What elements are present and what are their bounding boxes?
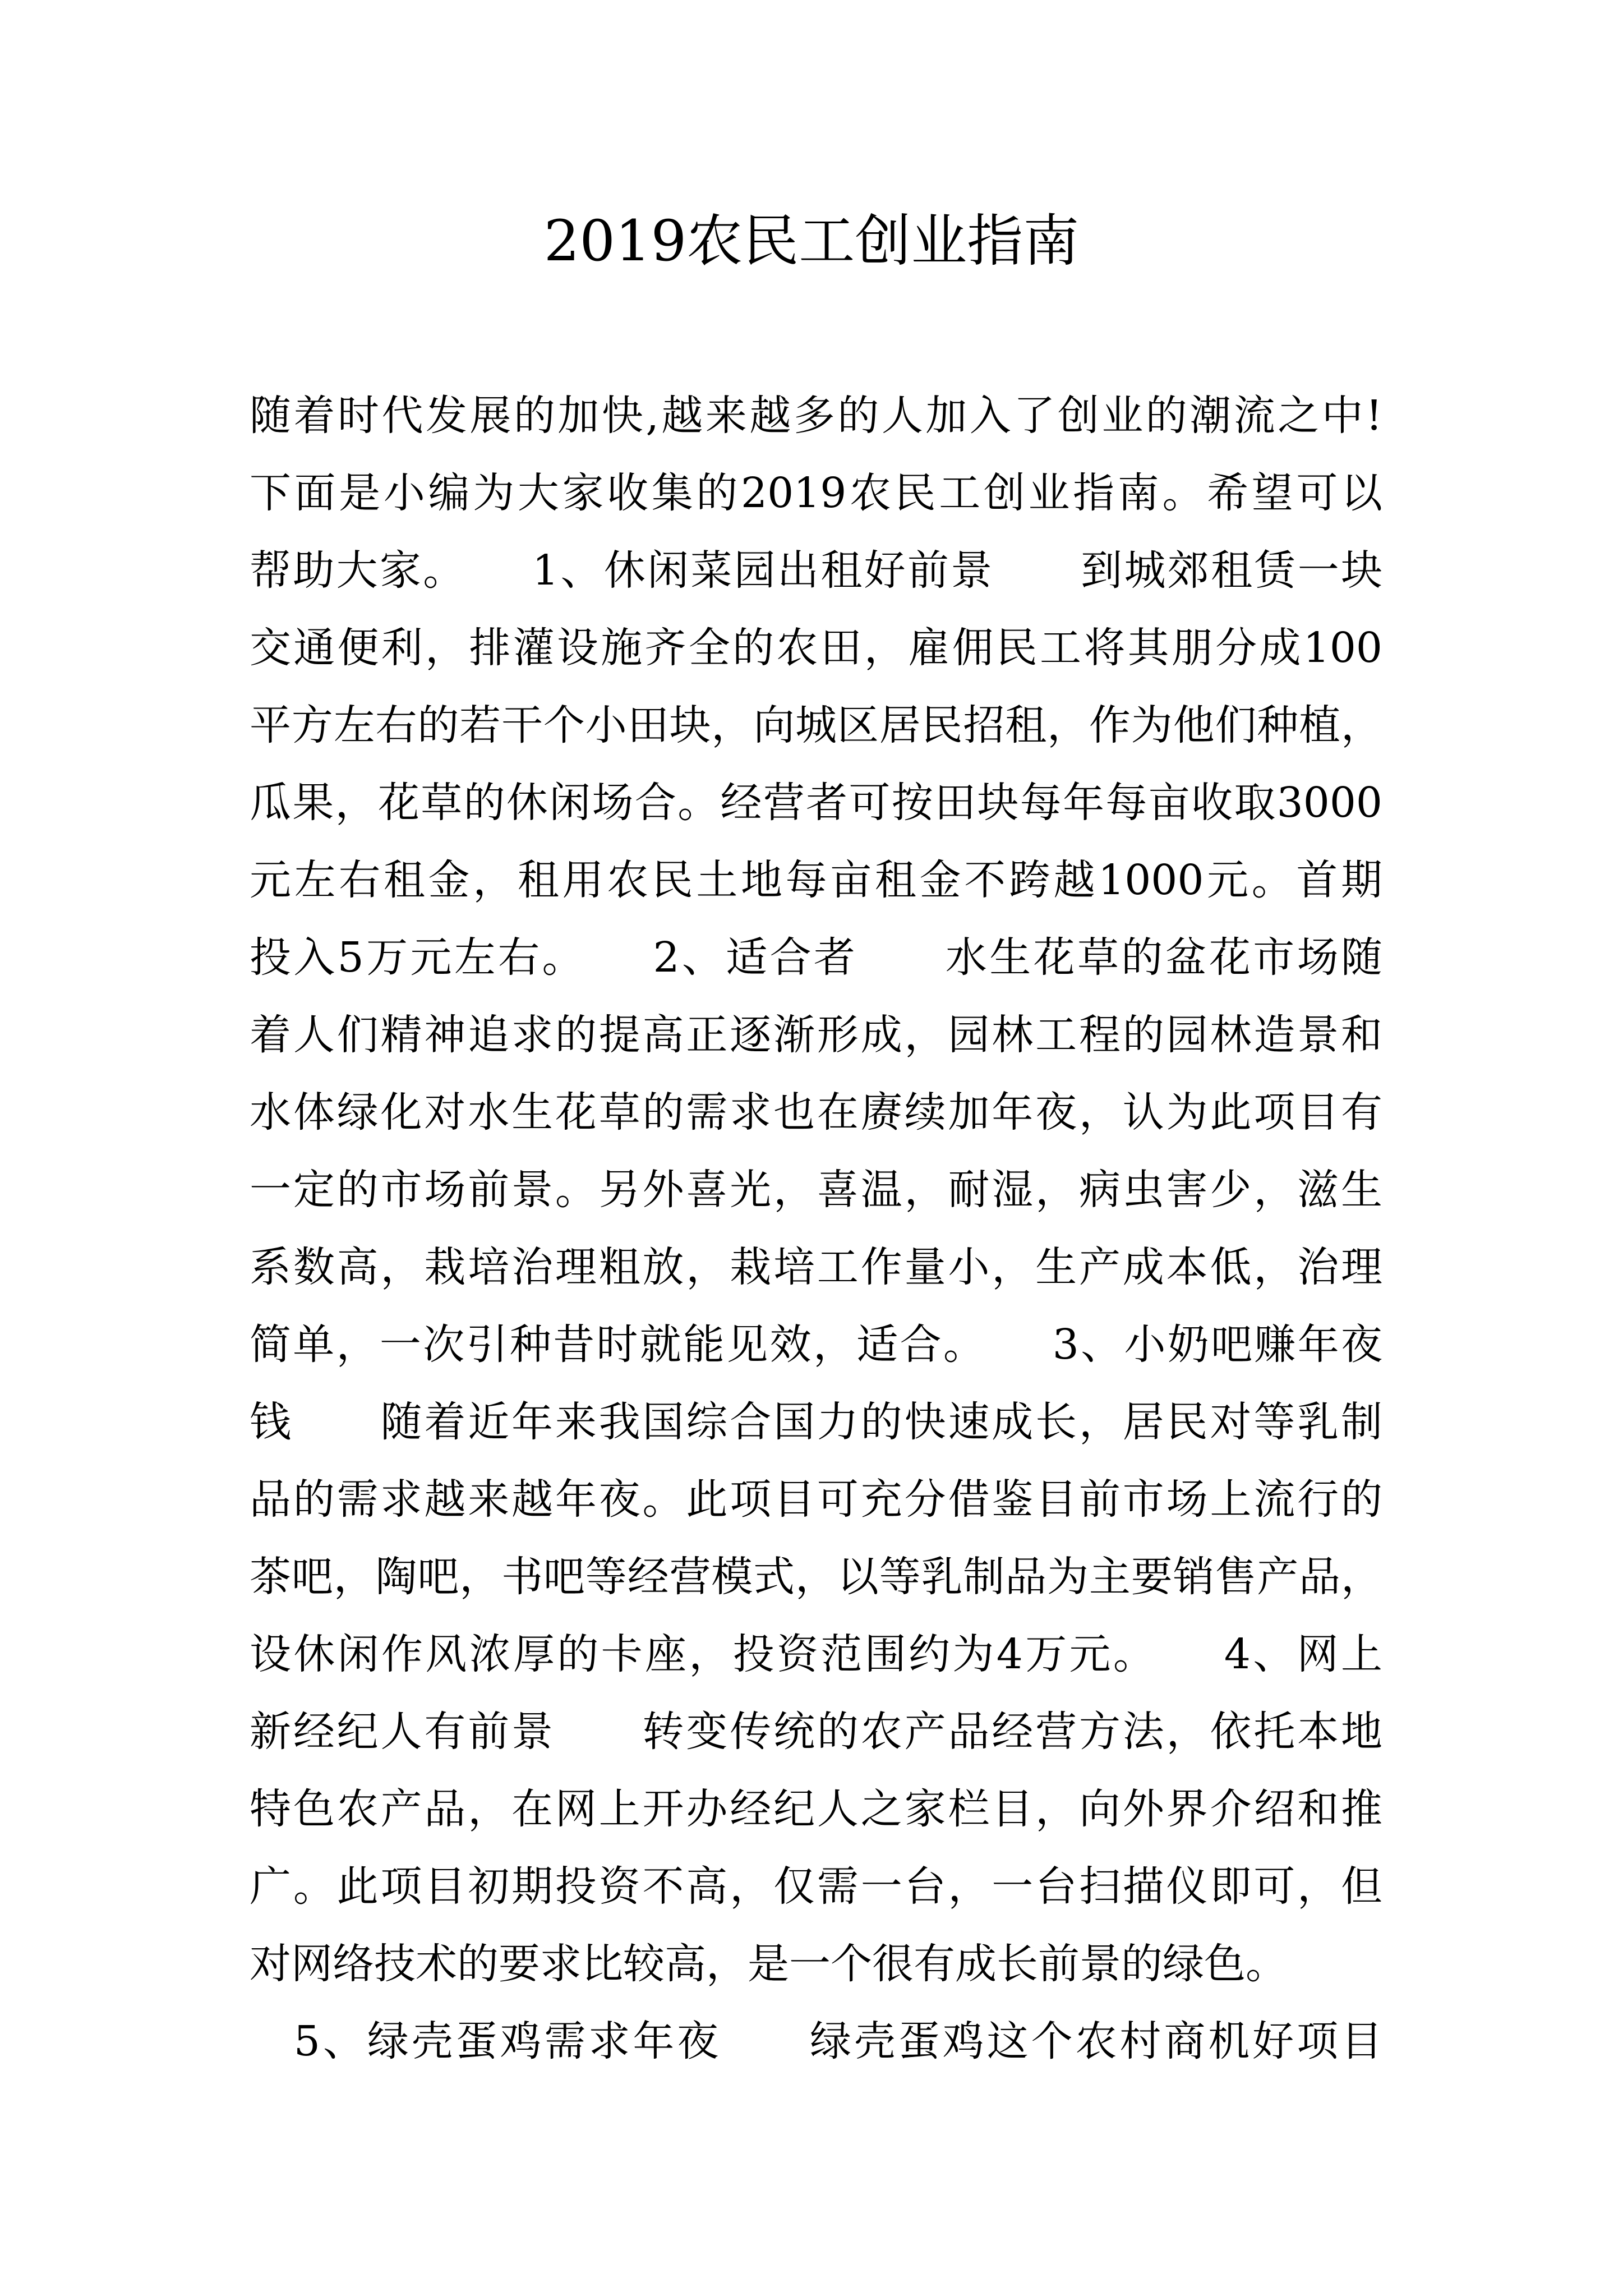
body-line: 平方左右的若干个小田块，向城区居民招租，作为他们种植，: [250, 701, 1382, 749]
body-line: 下面是小编为大家收集的2019农民工创业指南。希望可以: [250, 469, 1382, 517]
body-line: 水体绿化对水生花草的需求也在赓续加年夜，认为此项目有: [250, 1088, 1382, 1137]
body-line: 交通便利，排灌设施齐全的农田，雇佣民工将其朋分成100: [250, 624, 1382, 672]
body-line: 新经纪人有前景 转变传统的农产品经营方法，依托本地: [250, 1708, 1382, 1756]
body-line: 元左右租金，租用农民土地每亩租金不跨越1000元。首期: [250, 856, 1382, 904]
body-line: 系数高，栽培治理粗放，栽培工作量小，生产成本低，治理: [250, 1243, 1382, 1291]
body-line: 瓜果，花草的休闲场合。经营者可按田块每年每亩收取3000: [250, 779, 1382, 827]
document-title: 2019农民工创业指南: [543, 208, 1080, 274]
body-line: 品的需求越来越年夜。此项目可充分借鉴目前市场上流行的: [250, 1475, 1382, 1524]
body-line: 着人们精神追求的提高正逐渐形成，园林工程的园林造景和: [250, 1011, 1382, 1059]
body-line: 茶吧，陶吧，书吧等经营模式，以等乳制品为主要销售产品，: [250, 1553, 1382, 1601]
body-line: 设休闲作风浓厚的卡座，投资范围约为4万元。 4、网上: [250, 1630, 1382, 1678]
body-line: 投入5万元左右。 2、适合者 水生花草的盆花市场随: [250, 933, 1382, 982]
body-line: 随着时代发展的加快,越来越多的人加入了创业的潮流之中!: [250, 392, 1382, 440]
body-line: 帮助大家。 1、休闲菜园出租好前景 到城郊租赁一块: [250, 546, 1382, 595]
body-line: 一定的市场前景。另外喜光，喜温，耐湿，病虫害少，滋生: [250, 1166, 1382, 1214]
body-line: 简单，一次引种昔时就能见效，适合。 3、小奶吧赚年夜: [250, 1320, 1382, 1369]
body-line: 特色农产品，在网上开办经纪人之家栏目，向外界介绍和推: [250, 1785, 1382, 1833]
body-line: 广。此项目初期投资不高，仅需一台，一台扫描仪即可，但: [250, 1862, 1382, 1911]
body-line: 对网络技术的要求比较高，是一个很有成长前景的绿色。: [250, 1940, 1287, 1988]
body-line: 5、绿壳蛋鸡需求年夜 绿壳蛋鸡这个农村商机好项目: [250, 2017, 1382, 2065]
document-body: [250, 377, 1382, 2080]
body-line: 钱 随着近年来我国综合国力的快速成长，居民对等乳制: [250, 1398, 1382, 1446]
